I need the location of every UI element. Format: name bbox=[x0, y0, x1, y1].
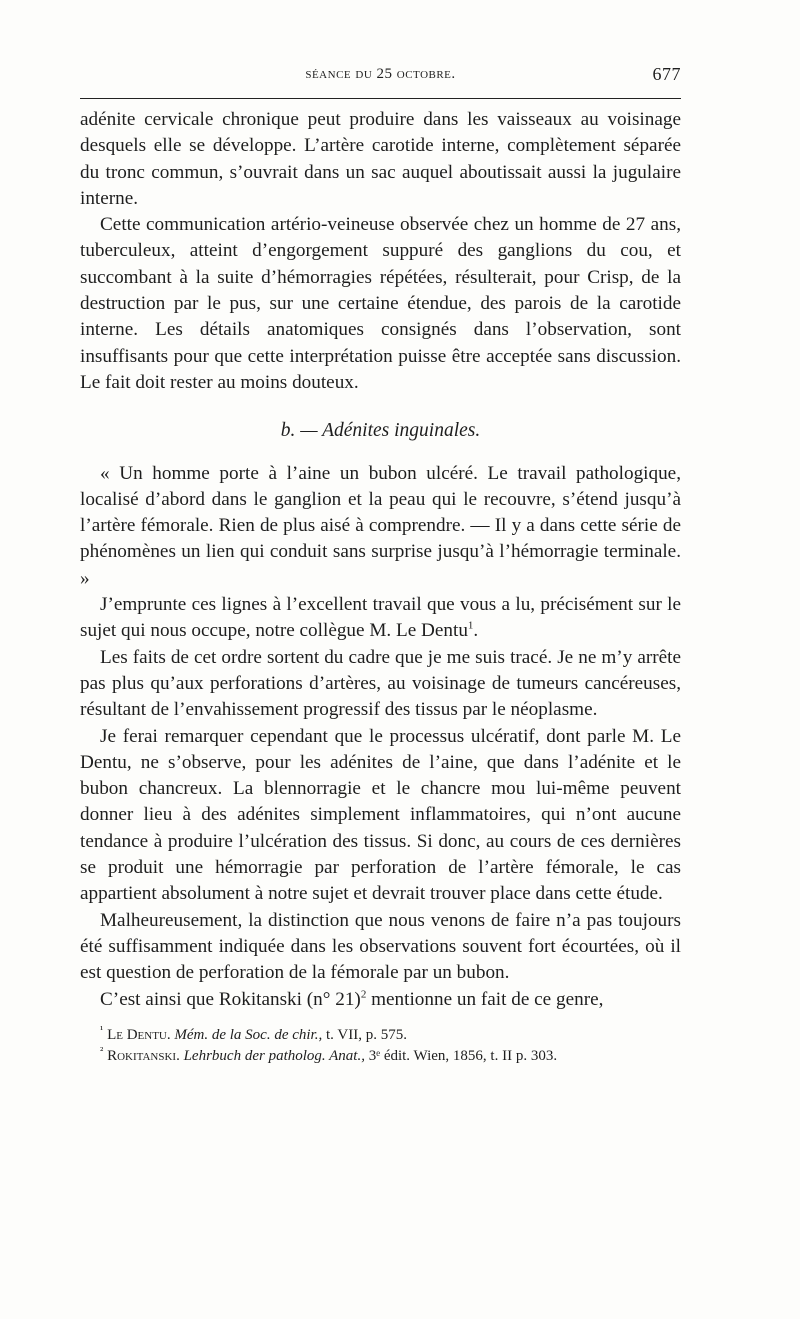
footnote bbox=[80, 1025, 681, 1046]
paragraph: Je ferai remarquer cependant que le processus ulcératif, dont parle M. Le Dentu, ne s’observe, pour les adénites de l’aine, que dans l’adénite et le bubon chancreux. La blennorragie et le chancre mou lui-même peuvent donner lieu à des adénites simplement inflammatoires, qui n’ont aucune tendance à produire l’ulcération des tissus. Si donc, au cours de ces dernières se produit une hémorragie par perforation de l’artère fémorale, le cas appartient absolument à notre sujet et devrait trouver place dans cette étude. bbox=[80, 725, 681, 905]
running-head bbox=[80, 60, 681, 90]
footnote-title: Mém. de la Soc. de chir., bbox=[174, 1026, 323, 1043]
body-text bbox=[80, 107, 681, 1013]
section-title: b. — Adénites inguinales. bbox=[280, 420, 481, 442]
footnote-rest: 3ᵉ édit. Wien, 1856, t. II p. 303. bbox=[368, 1047, 558, 1064]
footnote-ref: 2 bbox=[360, 988, 367, 1001]
paragraph bbox=[80, 987, 681, 1013]
running-title: séance du 25 octobre. bbox=[305, 66, 456, 82]
footnote bbox=[80, 1046, 681, 1067]
page bbox=[80, 60, 681, 1067]
paragraph bbox=[80, 592, 681, 645]
paragraph: « Un homme porte à l’aine un bubon ulcéré. Le travail pathologique, localisé d’abord dans le ganglion et la peau qui le recouvre, s’étend jusqu’à l’artère fémorale. Rien de plus aisé à comprendre. — Il y a dans cette série de phénomènes un lien qui conduit sans surprise jusqu’à l’hémorragie terminale. » bbox=[80, 462, 681, 589]
page-number: 677 bbox=[652, 64, 681, 84]
footnote-title: Lehrbuch der patholog. Anat., bbox=[183, 1047, 365, 1064]
footnote-author: Rokitanski. bbox=[107, 1047, 180, 1064]
paragraph: Cette communication artério-veineuse observée chez un homme de 27 ans, tuberculeux, atteint d’engorgement suppuré des ganglions du cou, et succombant à la suite d’hémorragies répétées, résulterait, pour Crisp, de la destruction par le pus, sur une certaine étendue, des parois de la carotide interne. Les détails anatomiques consignés dans l’observation, sont insuffisants pour que cette interprétation puisse être acceptée sans discussion. Le fait doit rester au moins douteux. bbox=[80, 214, 681, 393]
paragraph: Malheureusement, la distinction que nous venons de faire n’a pas toujours été suffisamment indiquée dans les observations souvent fort écourtées, où il est question de perforation de la fémorale par un bubon. bbox=[80, 909, 681, 984]
paragraph-end: . bbox=[473, 620, 479, 642]
paragraph-text: C’est ainsi que Rokitanski (n° 21) bbox=[100, 988, 361, 1010]
footnote-ref: 1 bbox=[467, 619, 474, 632]
header-rule bbox=[80, 98, 681, 99]
paragraph-text: J’emprunte ces lignes à l’excellent travail que vous a lu, précisément sur le sujet qui nous occupe, notre collègue M. Le Dentu bbox=[80, 594, 681, 642]
footnotes bbox=[80, 1025, 681, 1067]
footnote-mark: ¹ bbox=[100, 1023, 104, 1036]
footnote-author: Le Dentu. bbox=[107, 1026, 171, 1043]
paragraph: adénite cervicale chronique peut produire dans les vaisseaux au voisinage desquels elle se développe. L’artère carotide interne, complètement séparée du tronc commun, s’ouvrait dans un sac auquel aboutissait aussi la jugulaire interne. bbox=[80, 109, 681, 209]
footnote-mark: ² bbox=[100, 1044, 104, 1057]
footnote-rest: t. VII, p. 575. bbox=[326, 1026, 407, 1043]
paragraph: Les faits de cet ordre sortent du cadre que je me suis tracé. Je ne m’y arrête pas plus qu’aux perforations d’artères, au voisinage de tumeurs cancéreuses, résultant de l’envahissement progressif des tissus par le néoplasme. bbox=[80, 646, 681, 721]
paragraph-text: mentionne un fait de ce genre, bbox=[371, 988, 604, 1010]
